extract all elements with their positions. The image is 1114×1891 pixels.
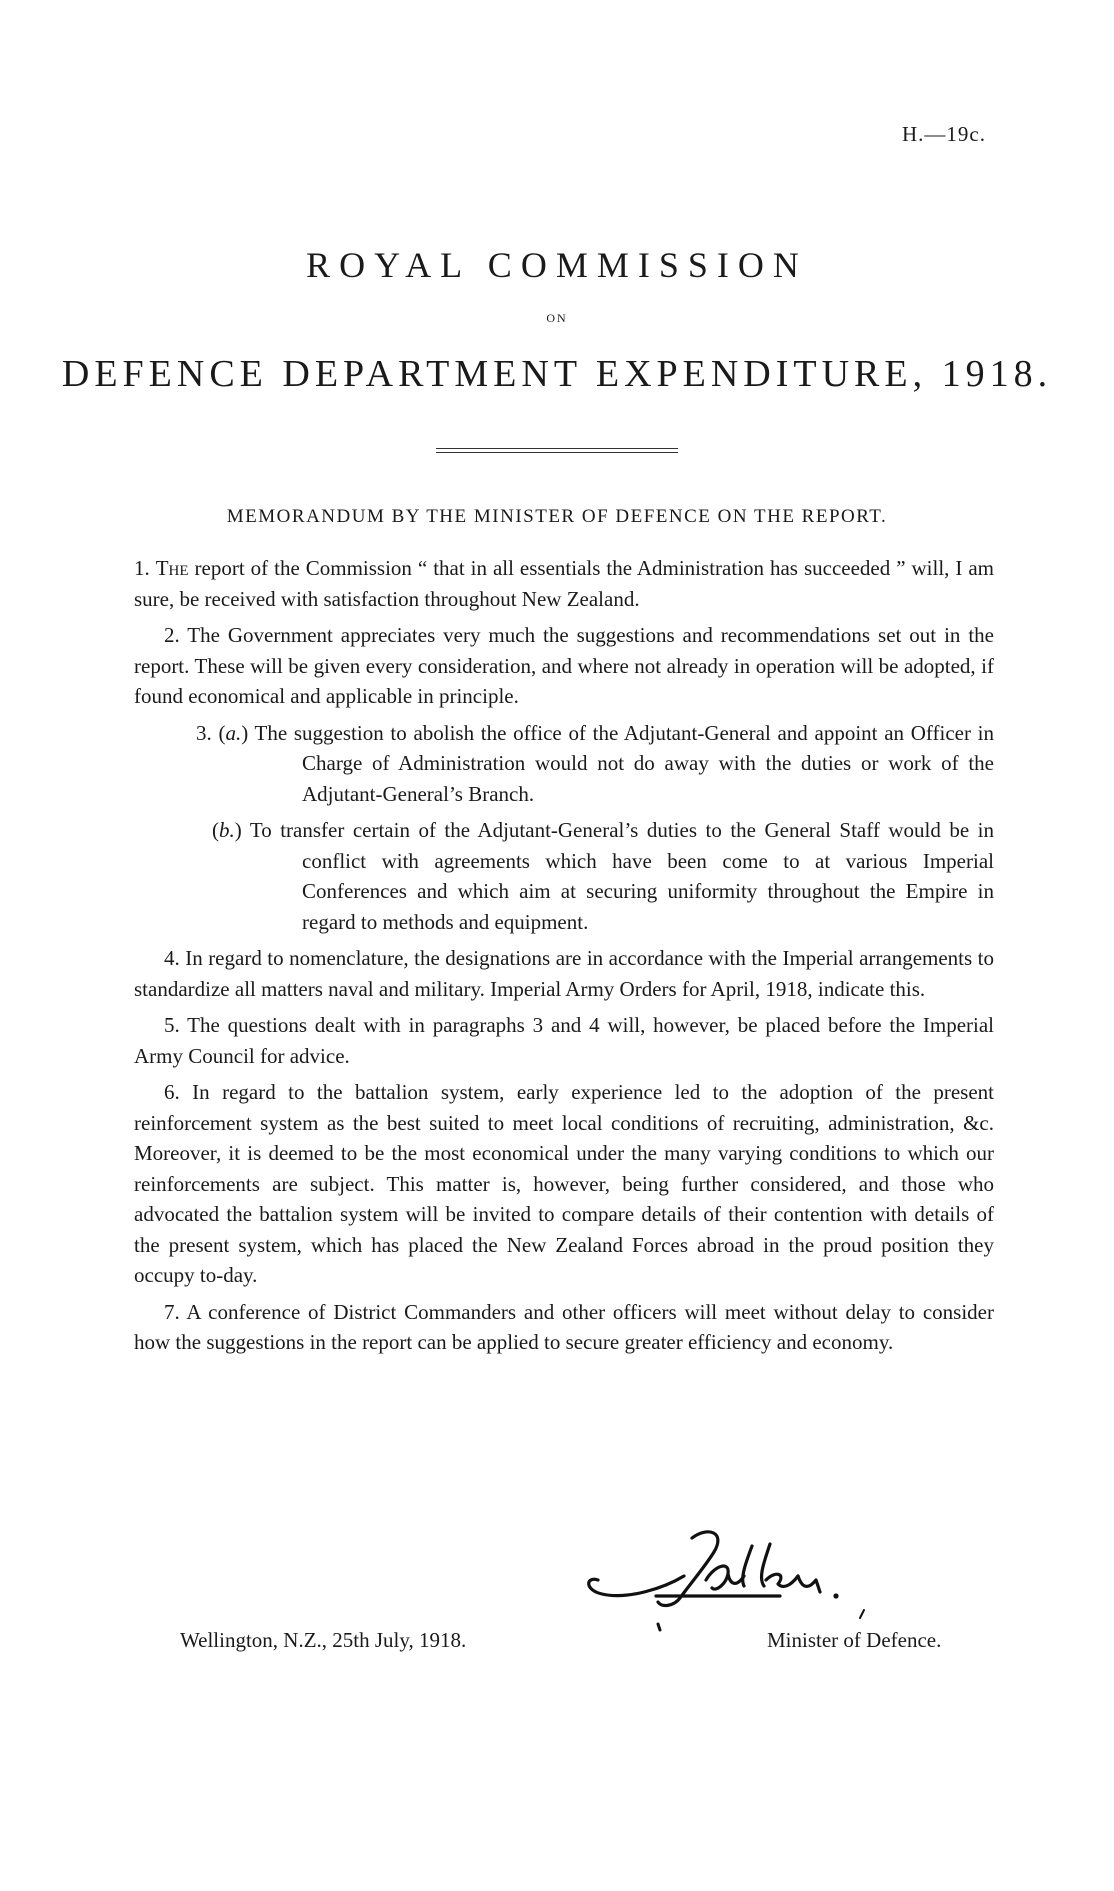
paragraph-7: 7. A conference of District Commanders and other officers will meet without delay to consider how the suggestions in the report can be applied to secure greater efficiency and economy. [134, 1299, 994, 1354]
paragraph-3a [134, 718, 994, 810]
paragraph-6: 6. In regard to the battalion system, early experience led to the adoption of the present reinforcement system as the best suited to meet local conditions of recruiting, administration, &c. Moreover, it is deemed to be the most economical under the many varying conditions to which our reinforcements are subject. This matter is, however, being further considered, and those who advocated the battalion system will be invited to compare details of their contention with details of the present system, which has placed the New Zealand Forces abroad in the proud position they occupy to-day. [134, 1080, 994, 1287]
title-royal-commission: ROYAL COMMISSION [306, 245, 808, 285]
paragraph-3b-letter: b. [219, 818, 235, 842]
title-rule-bottom [436, 452, 678, 453]
handwritten-signature [580, 1518, 900, 1638]
paragraph-4: 4. In regard to nomenclature, the designations are in accordance with the Imperial arrangements to standardize all matters naval and military. Imperial Army Orders for April, 1918, indicate this. [134, 946, 994, 1001]
paragraph-1-number: 1. [134, 556, 156, 580]
memorandum-heading: MEMORANDUM BY THE MINISTER OF DEFENCE ON THE REPORT. [226, 506, 888, 527]
paragraph-1 [134, 553, 994, 614]
paragraph-3b [134, 815, 994, 937]
paragraph-5: 5. The questions dealt with in paragraphs 3 and 4 will, however, be placed before the Imperial Army Council for advice. [134, 1013, 994, 1068]
paragraph-2: 2. The Government appreciates very much the suggestions and recommendations set out in the report. These will be given every consideration, and where not already in operation will be adopted, if found economical and applicable in principle. [134, 623, 994, 708]
paragraph-3a-text: ) The suggestion to abolish the office of the Adjutant-General and appoint an Officer in Charge of Administration would not do away with the duties or work of the Adjutant-General’s Branch. [241, 720, 994, 806]
signatory-title: Minister of Defence. [767, 1628, 942, 1652]
paragraph-3a-letter: a. [225, 720, 242, 745]
memorandum-body [134, 553, 994, 1364]
title-defence-expenditure: DEFENCE DEPARTMENT EXPENDITURE, 1918. [61, 353, 1053, 395]
paragraph-1-smallcaps: The [155, 556, 189, 580]
title-on: ON [546, 311, 568, 325]
paragraph-1-text: report of the Commission “ that in all essentials the Administration has succeeded ” will, I am sure, be received with satisfaction throughout New Zealand. [134, 556, 995, 611]
paragraph-3a-number: 3. ( [196, 720, 226, 745]
title-rule-top [436, 448, 678, 449]
document-reference: H.—19c. [902, 122, 986, 146]
place-and-date: Wellington, N.Z., 25th July, 1918. [180, 1628, 467, 1652]
paragraph-3b-open: ( [212, 818, 219, 842]
paragraph-3b-text: ) To transfer certain of the Adjutant-General’s duties to the General Staff would be in conflict with agreements which have been come to at various Imperial Conferences and which aim at securing uniformity throughout the Empire in regard to methods and equipment. [234, 818, 994, 934]
